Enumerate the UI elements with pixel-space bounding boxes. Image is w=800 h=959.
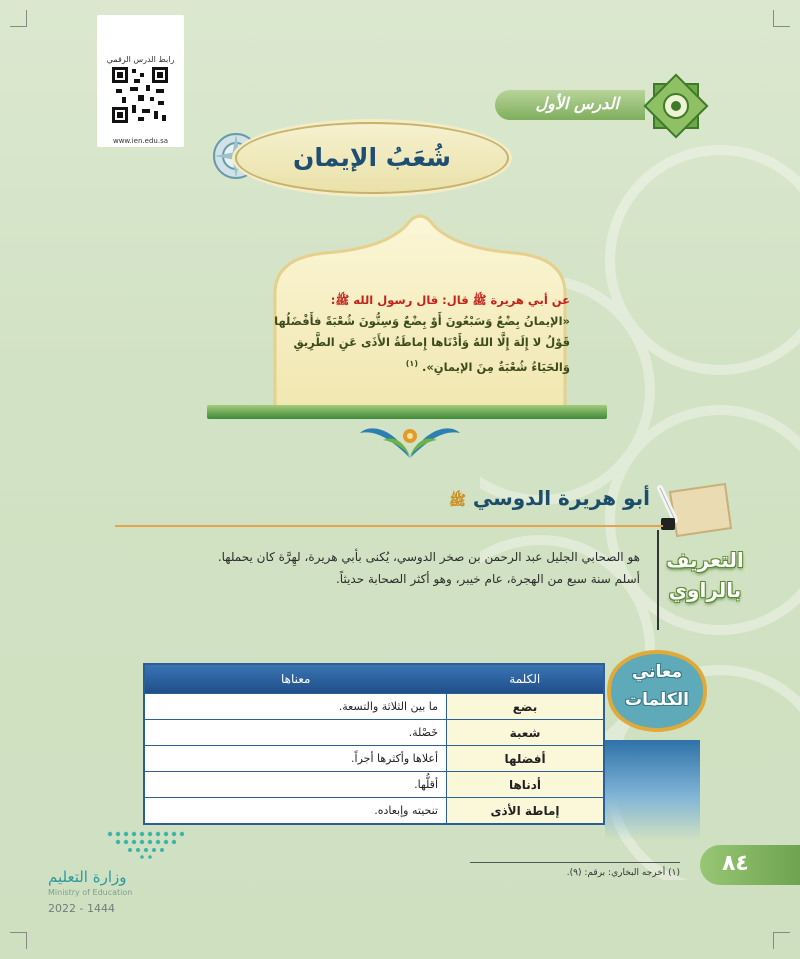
- narrator-heading: [440, 486, 650, 512]
- header-word: الكلمة: [447, 664, 605, 694]
- crop-mark: [773, 932, 790, 949]
- qr-box[interactable]: [97, 15, 184, 147]
- section-divider: [115, 525, 663, 527]
- table-row: [144, 746, 604, 772]
- word-cell: أدناها: [447, 772, 605, 798]
- lesson-banner: [495, 90, 645, 120]
- table-row: [144, 720, 604, 746]
- crop-mark: [10, 932, 27, 949]
- hadith-lead: عن أبي هريرة ﷺ قال: قال رسول الله ﷺ:: [330, 293, 570, 307]
- table-header-row: [144, 664, 604, 694]
- word-cell: شعبة: [447, 720, 605, 746]
- meanings-label: [607, 650, 707, 732]
- title-frame: [235, 122, 509, 194]
- meanings-label-line1: معاني: [631, 662, 683, 682]
- table-row: [144, 798, 604, 825]
- meaning-cell: تنحيته وإبعاده.: [144, 798, 447, 825]
- page-title: شُعَبُ الإيمان: [293, 143, 451, 172]
- word-meanings-table: [143, 663, 605, 825]
- scroll-and-quill-icon: [655, 480, 735, 540]
- meanings-label-line2: الكلمات: [625, 690, 689, 710]
- crop-mark: [10, 10, 27, 27]
- ministry-logo-icon: [100, 826, 190, 862]
- narrator-name: أبو هريرة الدوسي: [472, 486, 650, 510]
- meaning-cell: أعلاها وأكثرها أجراً.: [144, 746, 447, 772]
- narrator-section-label-line1: التعريف: [666, 548, 744, 572]
- meaning-cell: خَصْلة.: [144, 720, 447, 746]
- ministry-name-en: Ministry of Education: [48, 888, 133, 897]
- arabesque-flourish-icon: [355, 418, 465, 463]
- word-cell: بضع: [447, 694, 605, 720]
- hadith-block: [270, 290, 570, 378]
- qr-url[interactable]: www.ien.edu.sa: [112, 137, 169, 145]
- blue-gradient-strip: [605, 740, 700, 840]
- meaning-cell: ما بين الثلاثة والتسعة.: [144, 694, 447, 720]
- qr-code-icon[interactable]: [112, 67, 168, 123]
- narrator-section-label: [660, 545, 750, 605]
- table-row: [144, 772, 604, 798]
- star-ornament-icon: [640, 70, 712, 142]
- edition-year: 2022 - 1444: [48, 902, 115, 915]
- header-meaning: معناها: [144, 664, 447, 694]
- word-cell: إماطة الأذى: [447, 798, 605, 825]
- lesson-label: الدرس الأول: [535, 94, 619, 113]
- footnote-ref[interactable]: (١): [405, 359, 418, 368]
- footnote-divider: [470, 862, 680, 863]
- table-row: [144, 694, 604, 720]
- narrator-section-label-line2: بالراوي: [668, 578, 742, 602]
- narrator-bio: هو الصحابي الجليل عبد الرحمن بن صخر الدوسي، يُكنى بأبي هريرة، لهِرَّة كان يحملها. أسلم سنة سبع من الهجرة، عام خيبر، وهو أكثر الصحابة حديثاً.: [217, 550, 640, 586]
- arch-base-bar: [207, 405, 607, 419]
- page-number-tab: [700, 845, 800, 885]
- crop-mark: [773, 10, 790, 27]
- qr-caption: رابط الدرس الرقمي: [106, 55, 175, 64]
- honorific-mark: ﷺ: [448, 493, 466, 509]
- footnote: (١) أخرجه البخاري: برقم: (٩).: [566, 868, 680, 878]
- hadith-text: «الإيمانُ بِضْعٌ وَسَبْعُونَ أَوْ بِضْعٌ وَسِتُّونَ شُعْبَةً فأَفْضَلُها قَوْلُ لا إِلَهَ إِلَّا اللهُ وَأَدْنَاها إِماطَةُ الأَذَى عَنِ الطَّرِيقِ وَالحَيَاءُ شُعْبَةٌ مِنَ الإيمانِ».: [274, 314, 570, 374]
- meaning-cell: أقلُّها.: [144, 772, 447, 798]
- ministry-name-ar: وزارة التعليم: [48, 868, 127, 886]
- page-number: ٨٤: [722, 851, 749, 876]
- section-side-line: [657, 530, 659, 630]
- word-cell: أفضلها: [447, 746, 605, 772]
